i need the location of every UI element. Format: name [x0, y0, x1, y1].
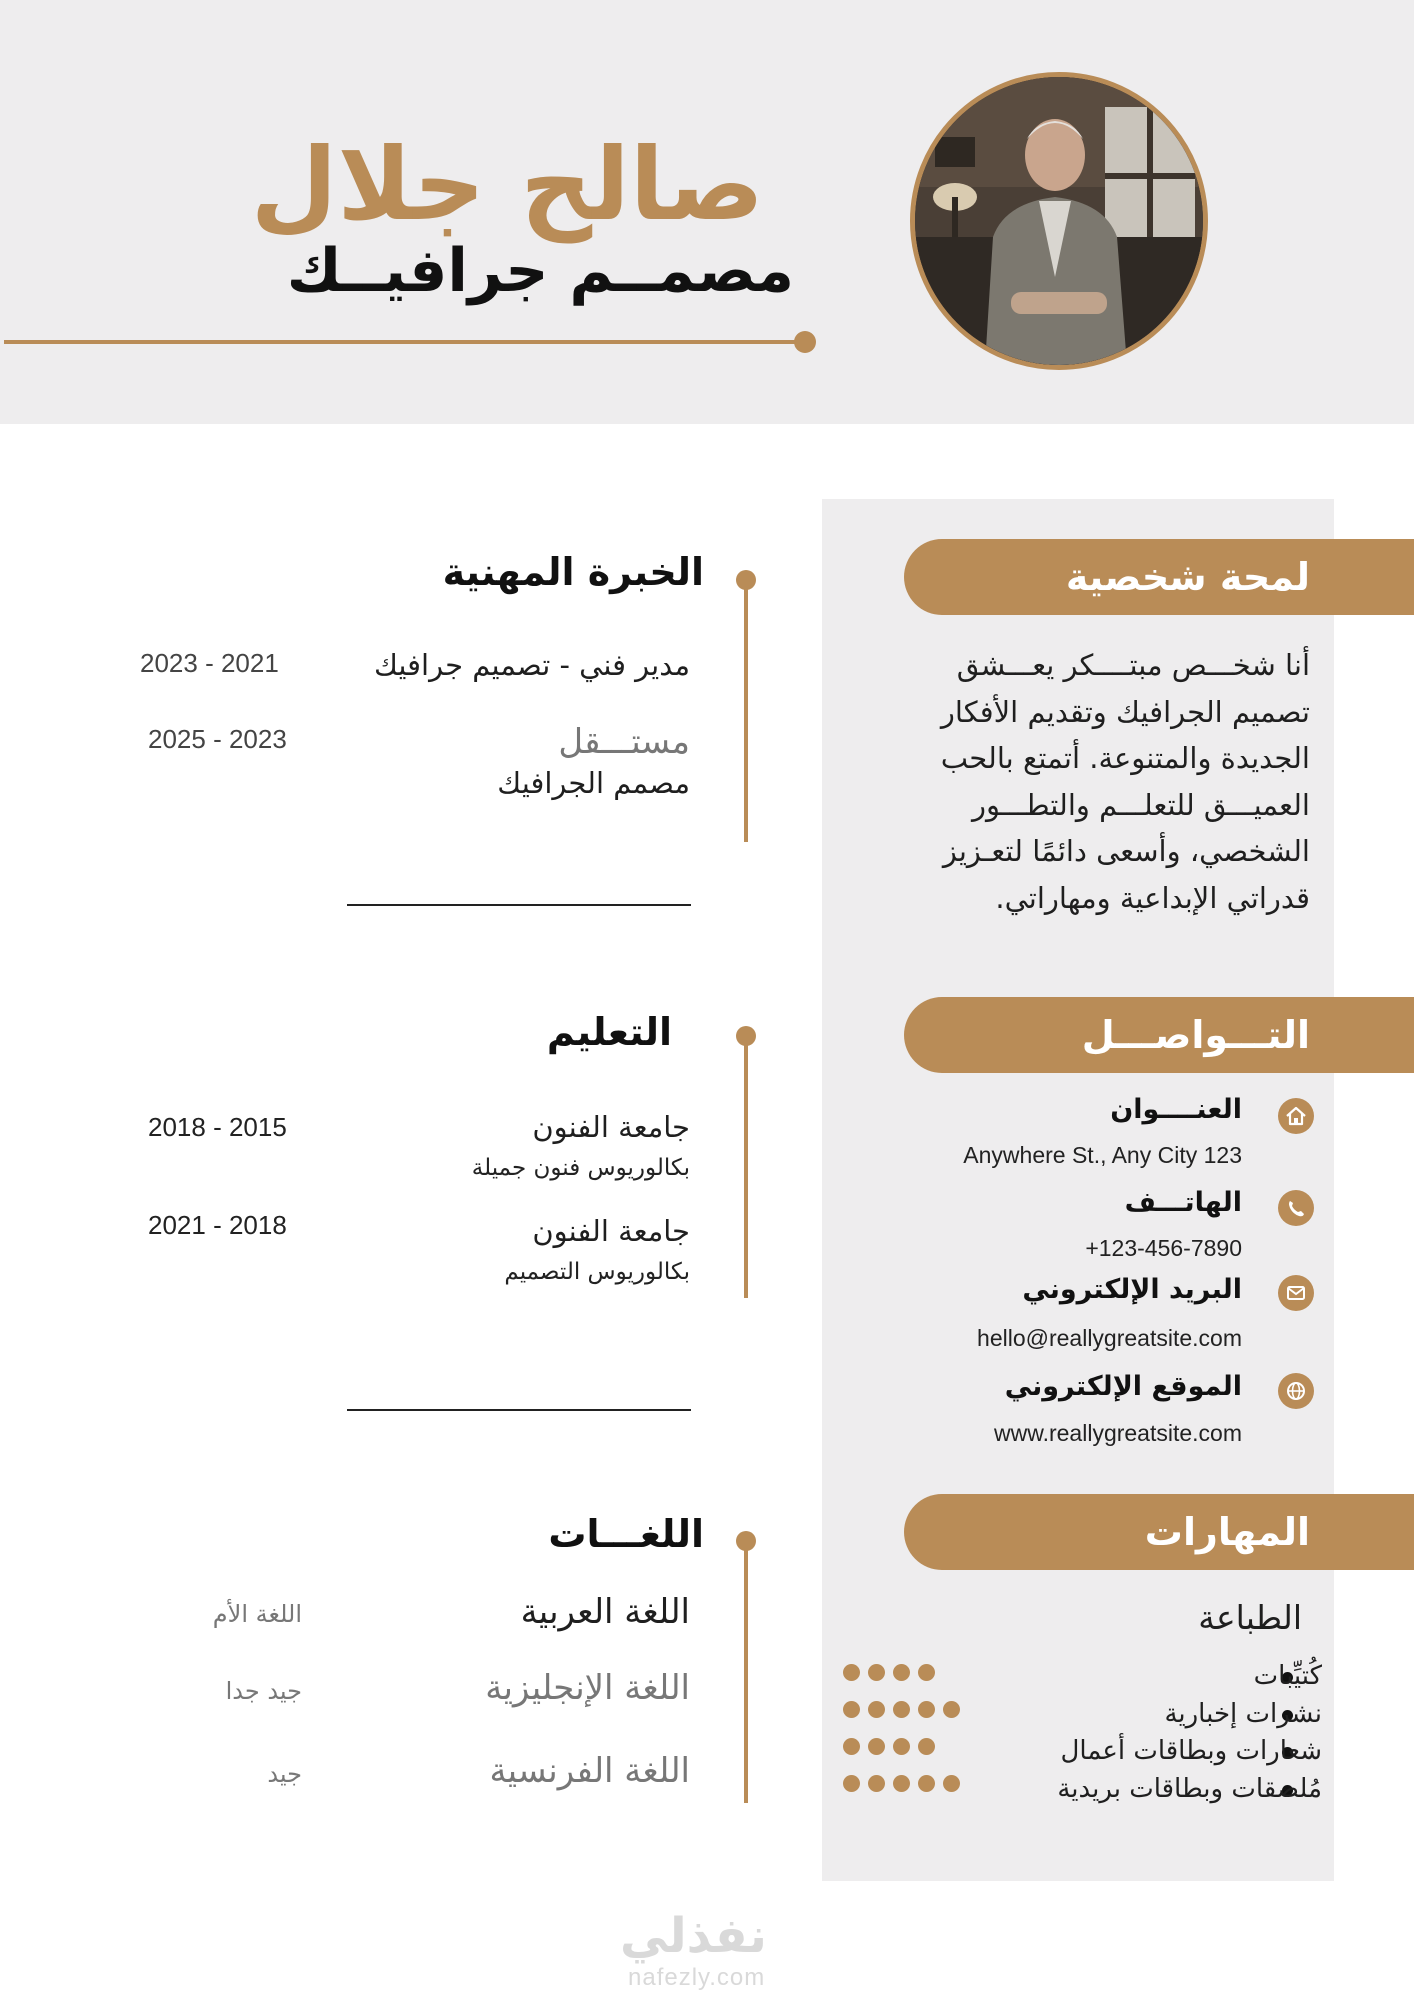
person-name: صالح جلال [250, 126, 764, 243]
phone-icon [1278, 1190, 1314, 1226]
globe-icon [1278, 1373, 1314, 1409]
language-name: اللغة الفرنسية [489, 1751, 690, 1791]
experience-years: 2025 - 2023 [148, 724, 287, 754]
skills-category: الطباعة [1198, 1598, 1302, 1637]
skill-rating-dot [893, 1664, 910, 1681]
website-label: الموقع الإلكتروني [1004, 1371, 1242, 1402]
contact-heading: التـــواصـــل [1081, 1013, 1310, 1057]
profile-line: الشخصي، وأسعى دائمًا لتعـزيز [942, 834, 1310, 868]
skill-rating-dot [843, 1701, 860, 1718]
home-icon [1278, 1098, 1314, 1134]
languages-timeline-line [744, 1541, 748, 1803]
experience-role: مدير فني - تصميم جرافيك [373, 648, 690, 682]
skill-rating-dot [843, 1664, 860, 1681]
skill-item: شعارات وبطاقات أعمال [1060, 1736, 1322, 1766]
skill-rating-dot [893, 1701, 910, 1718]
section-divider [347, 904, 691, 906]
phone-label: الهاتـــف [1124, 1187, 1242, 1218]
language-name: اللغة الإنجليزية [485, 1668, 690, 1708]
skill-rating-dot [918, 1664, 935, 1681]
skills-heading: المهارات [1144, 1510, 1310, 1554]
profile-line: قدراتي الإبداعية ومهاراتي. [995, 880, 1310, 915]
skill-rating-dot [943, 1701, 960, 1718]
profile-photo [910, 72, 1208, 370]
education-years: 2018 - 2015 [148, 1112, 287, 1142]
skill-rating-dot [868, 1701, 885, 1718]
education-heading: التعليم [546, 1010, 672, 1054]
header-divider-line [4, 340, 804, 344]
education-degree: بكالوريوس التصميم [504, 1259, 690, 1285]
skill-rating-dot [843, 1775, 860, 1792]
website-value: www.reallygreatsite.com [994, 1420, 1242, 1446]
profile-summary [880, 642, 1310, 921]
phone-value: +123-456-7890 [1085, 1235, 1242, 1261]
experience-role: مصمم الجرافيك [497, 766, 690, 800]
language-name: اللغة العربية [520, 1592, 690, 1632]
profile-line: أنا شخـــص مبتــــكر يعـــشق [956, 648, 1310, 682]
skill-item: كُتيِّبات [1253, 1661, 1322, 1691]
job-title: مصمــم جرافيــك [286, 236, 794, 306]
section-divider [347, 1409, 691, 1411]
email-label: البريد الإلكتروني [1022, 1274, 1242, 1305]
language-level: اللغة الأم [212, 1600, 302, 1628]
address-label: العنــــوان [1110, 1094, 1242, 1125]
education-years: 2021 - 2018 [148, 1210, 287, 1240]
education-school: جامعة الفنون [532, 1214, 690, 1248]
experience-heading: الخبرة المهنية [442, 550, 704, 594]
language-level: جيد جدا [225, 1677, 302, 1705]
portrait-illustration [915, 77, 1203, 365]
watermark-url: nafezly.com [628, 1964, 766, 1991]
address-value: Anywhere St., Any City 123 [963, 1142, 1242, 1168]
education-school: جامعة الفنون [532, 1110, 690, 1144]
mail-icon [1278, 1275, 1314, 1311]
skill-rating-dot [868, 1664, 885, 1681]
skill-rating-dot [893, 1738, 910, 1755]
skill-rating-dot [868, 1775, 885, 1792]
skill-item: نشرات إخبارية [1164, 1699, 1322, 1729]
skill-rating-dot [893, 1775, 910, 1792]
skill-rating-dot [918, 1775, 935, 1792]
experience-years: 2023 - 2021 [140, 648, 279, 678]
experience-timeline-line [744, 580, 748, 842]
skill-rating-dot [868, 1738, 885, 1755]
skill-rating-dot [918, 1738, 935, 1755]
profile-line: العميـــق للتعلـــم والتطـــور [972, 787, 1310, 822]
skill-rating-dot [843, 1738, 860, 1755]
skill-item: مُلصقات وبطاقات بريدية [1057, 1774, 1322, 1804]
skill-rating-dot [918, 1701, 935, 1718]
watermark-logo: نفذلي [620, 1908, 767, 1964]
profile-line: الجديدة والمتنوعة. أتمتع بالحب [940, 741, 1310, 775]
education-degree: بكالوريوس فنون جميلة [471, 1155, 690, 1181]
profile-heading: لمحة شخصية [1065, 555, 1310, 599]
header-divider-dot [794, 331, 816, 353]
experience-role: مستـــقل [558, 722, 690, 762]
skill-rating-dot [943, 1775, 960, 1792]
email-value: hello@reallygreatsite.com [977, 1325, 1242, 1351]
education-timeline-line [744, 1036, 748, 1298]
profile-line: تصميم الجرافيك وتقديم الأفكار [940, 694, 1310, 729]
language-level: جيد [267, 1760, 302, 1788]
languages-heading: اللغـــات [548, 1512, 704, 1556]
